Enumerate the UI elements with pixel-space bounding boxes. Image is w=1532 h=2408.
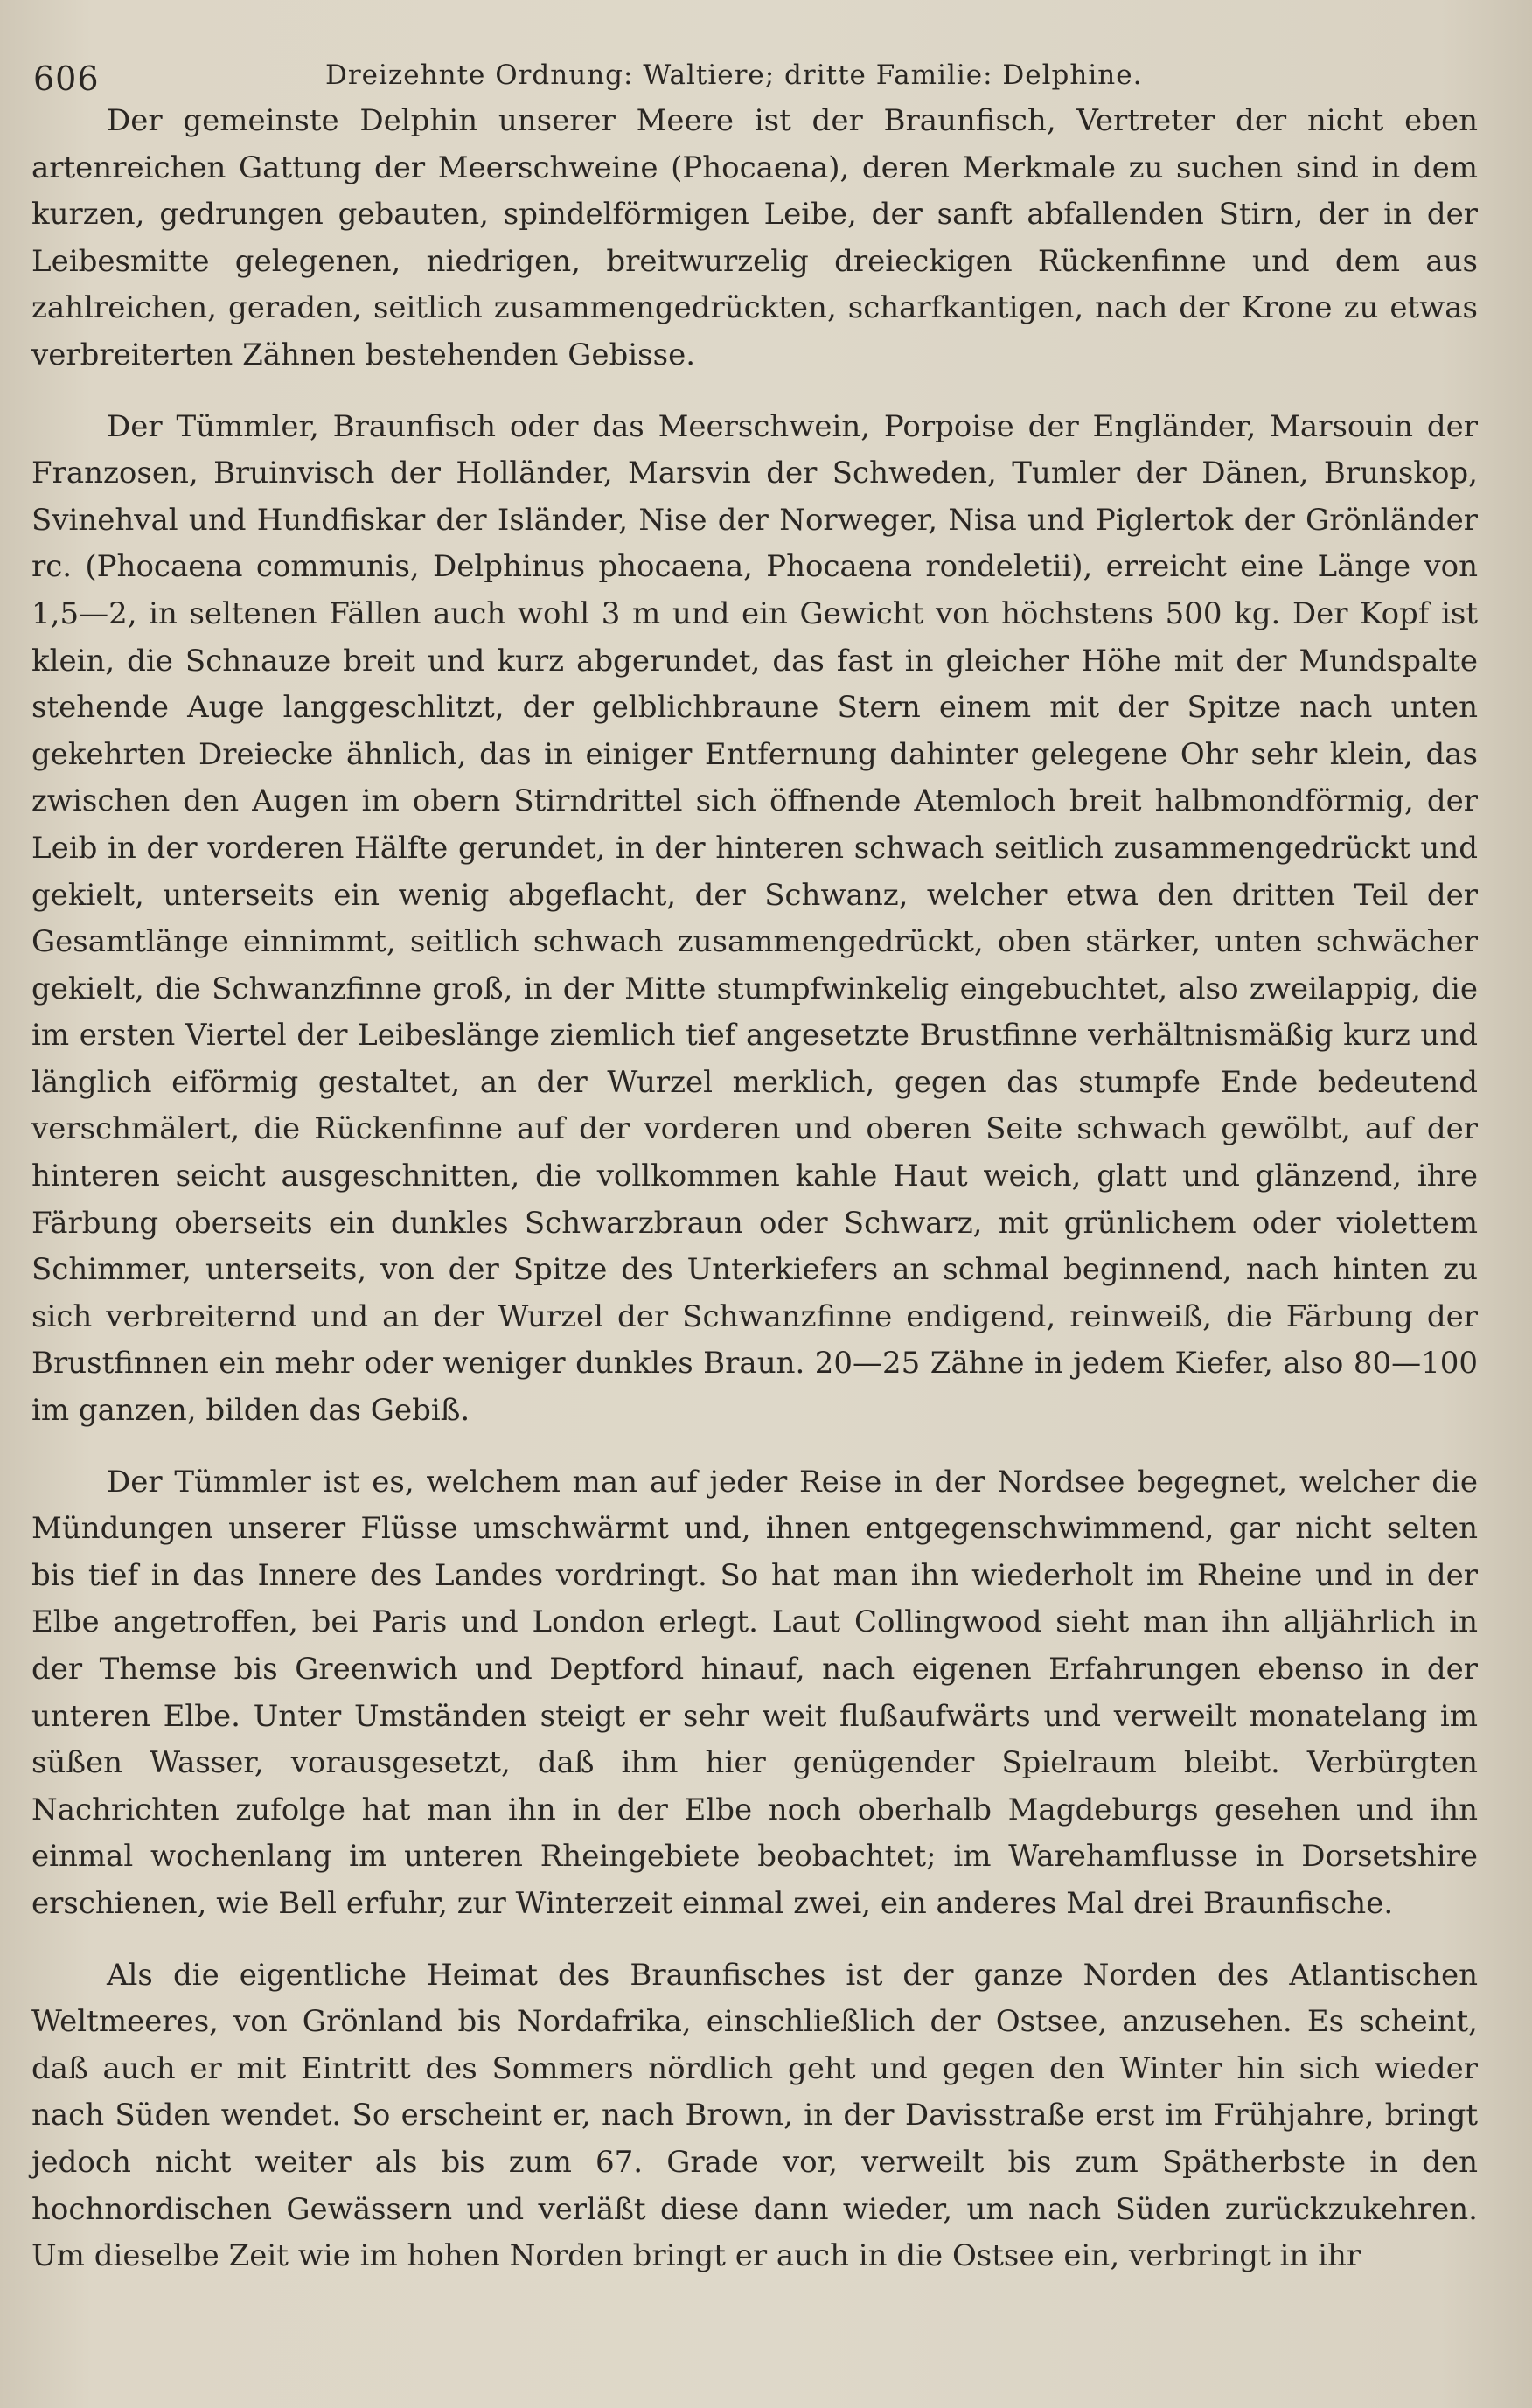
body-text xyxy=(31,98,1478,2280)
paragraph-species-description: Der Tümmler, Braunfisch oder das Meerschwein, Porpoise der Engländer, Marsouin der Franzosen, Bruinvisch der Holländer, Marsvin der Schweden, Tumler der Dänen, Brunskop, Svinehval und Hundfiskar der Isländer, Nise der Norweger, Nisa und Piglertok der Grönländer rc. (Phocaena communis, Delphinus phocaena, Phocaena rondeletii), erreicht eine Länge von 1,5—2, in seltenen Fällen auch wohl 3 m und ein Gewicht von höchstens 500 kg. Der Kopf ist klein, die Schnauze breit und kurz abgerundet, das fast in gleicher Höhe mit der Mundspalte stehende Auge langgeschlitzt, der gelblichbraune Stern einem mit der Spitze nach unten gekehrten Dreiecke ähnlich, das in einiger Entfernung dahinter gelegene Ohr sehr klein, das zwischen den Augen im obern Stirndrittel sich öffnende Atemloch breit halbmondförmig, der Leib in der vorderen Hälfte gerundet, in der hinteren schwach seitlich zusammengedrückt und gekielt, unterseits ein wenig abgeflacht, der Schwanz, welcher etwa den dritten Teil der Gesamtlänge einnimmt, seitlich schwach zusammengedrückt, oben stärker, unten schwächer gekielt, die Schwanzfinne groß, in der Mitte stumpfwinkelig eingebuchtet, also zweilappig, die im ersten Viertel der Leibeslänge ziemlich tief angesetzte Brustfinne verhältnismäßig kurz und länglich eiförmig gestaltet, an der Wurzel merklich, gegen das stumpfe Ende bedeutend verschmälert, die Rückenfinne auf der vorderen und oberen Seite schwach gewölbt, auf der hinteren seicht ausgeschnitten, die vollkommen kahle Haut weich, glatt und glänzend, ihre Färbung oberseits ein dunkles Schwarzbraun oder Schwarz, mit grünlichem oder violettem Schimmer, unterseits, von der Spitze des Unterkiefers an schmal beginnend, nach hinten zu sich verbreiternd und an der Wurzel der Schwanzfinne endigend, reinweiß, die Färbung der Brustfinnen ein mehr oder weniger dunkles Braun. 20—25 Zähne in jedem Kiefer, also 80—100 im ganzen, bilden das Gebiß. xyxy=(31,408,1478,1429)
paragraph-genus-description: Der gemeinste Delphin unserer Meere ist der Braunfisch, Vertreter der nicht eben artenreichen Gattung der Meerschweine (Phocaena), deren Merkmale zu suchen sind in dem kurzen, gedrungen gebauten, spindelförmigen Leibe, der sanft abfallenden Stirn, der in der Leibesmitte gelegenen, niedrigen, breitwurzelig dreieckigen Rückenfinne und dem aus zahlreichen, geraden, seitlich zusammengedrückten, scharfkantigen, nach der Krone zu etwas verbreiterten Zähnen bestehenden Gebisse. xyxy=(31,103,1478,372)
paragraph-occurrence: Der Tümmler ist es, welchem man auf jeder Reise in der Nordsee begegnet, welcher die Mündungen unserer Flüsse umschwärmt und, ihnen entgegenschwimmend, gar nicht selten bis tief in das Innere des Landes vordringt. So hat man ihn wiederholt im Rheine und in der Elbe angetroffen, bei Paris und London erlegt. Laut Collingwood sieht man ihn alljährlich in der Themse bis Greenwich und Deptford hinauf, nach eigenen Erfahrungen ebenso in der unteren Elbe. Unter Umständen steigt er sehr weit flußaufwärts und verweilt monatelang im süßen Wasser, vorausgesetzt, daß ihm hier genügender Spielraum bleibt. Verbürgten Nachrichten zufolge hat man ihn in der Elbe noch oberhalb Magdeburgs gesehen und ihn einmal wochenlang im unteren Rheingebiete beobachtet; im Warehamflusse in Dorsetshire erschienen, wie Bell erfuhr, zur Winterzeit einmal zwei, ein anderes Mal drei Braunfische. xyxy=(31,1464,1478,1921)
paragraph-distribution: Als die eigentliche Heimat des Braunfisches ist der ganze Norden des Atlantischen Weltmeeres, von Grönland bis Nordafrika, einschließlich der Ostsee, anzusehen. Es scheint, daß auch er mit Eintritt des Sommers nördlich geht und gegen den Winter hin sich wieder nach Süden wendet. So erscheint er, nach Brown, in der Davisstraße erst im Frühjahre, bringt jedoch nicht weiter als bis zum 67. Grade vor, verweilt bis zum Spätherbste in den hochnordischen Gewässern und verläßt diese dann wieder, um nach Süden zurückzukehren. Um dieselbe Zeit wie im hohen Norden bringt er auch in die Ostsee ein, verbringt in ihr xyxy=(31,1957,1478,2274)
page-header xyxy=(31,44,1478,105)
page-number: 606 xyxy=(33,59,100,98)
running-head: Dreizehnte Ordnung: Waltiere; dritte Familie: Delphine. xyxy=(325,59,1143,91)
